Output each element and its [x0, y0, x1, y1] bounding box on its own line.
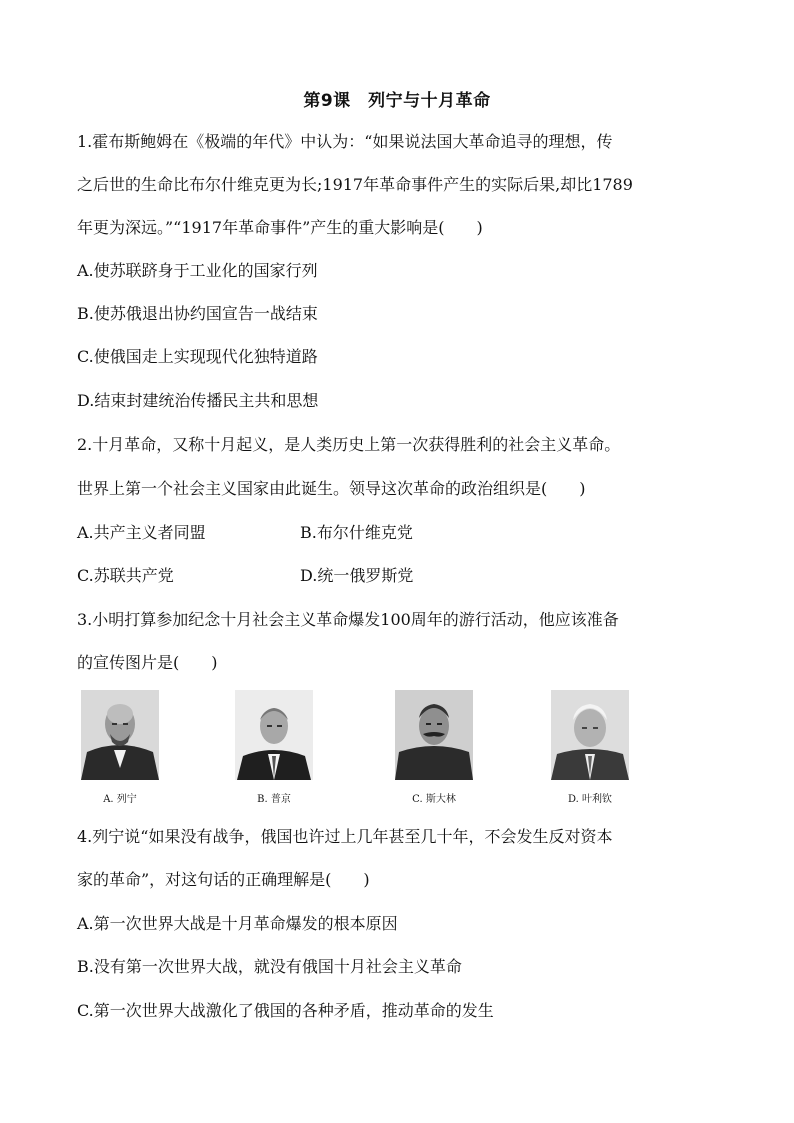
- q4-option-a: A.第一次世界大战是十月革命爆发的根本原因: [77, 914, 398, 933]
- portrait-caption-c: C. 斯大林: [412, 794, 456, 805]
- q2-option-d: D.统一俄罗斯党: [300, 566, 414, 585]
- q2-option-b: B.布尔什维克党: [300, 523, 413, 542]
- q3-stem-line-2: 的宣传图片是( ): [77, 653, 218, 672]
- q1-stem-line-3: 年更为深远。”“1917年革命事件”产生的重大影响是( ): [77, 218, 483, 237]
- q2-option-a: A.共产主义者同盟: [77, 523, 206, 542]
- q1-stem-line-1: 1.霍布斯鲍姆在《极端的年代》中认为：“如果说法国大革命追寻的理想，传: [77, 132, 613, 151]
- portrait-option-c: [395, 690, 473, 805]
- q2-option-c: C.苏联共产党: [77, 566, 174, 585]
- lenin-portrait-image: [81, 690, 159, 780]
- q2-stem-line-2: 世界上第一个社会主义国家由此诞生。领导这次革命的政治组织是( ): [77, 479, 586, 498]
- lesson-title: 第9课 列宁与十月革命: [303, 91, 491, 111]
- portrait-option-d: [551, 690, 629, 805]
- q1-option-a: A.使苏联跻身于工业化的国家行列: [77, 261, 318, 280]
- portrait-caption-d: D. 叶利钦: [567, 794, 613, 805]
- q2-stem-line-1: 2.十月革命，又称十月起义，是人类历史上第一次获得胜利的社会主义革命。: [77, 435, 621, 454]
- portrait-caption-b: B. 普京: [257, 794, 291, 805]
- q1-option-d: D.结束封建统治传播民主共和思想: [77, 391, 319, 410]
- q4-option-b: B.没有第一次世界大战，就没有俄国十月社会主义革命: [77, 957, 462, 976]
- putin-portrait-image: [235, 690, 313, 780]
- q3-stem-line-1: 3.小明打算参加纪念十月社会主义革命爆发100周年的游行活动，他应该准备: [77, 610, 619, 629]
- q4-stem-line-2: 家的革命”，对这句话的正确理解是( ): [77, 870, 370, 889]
- q1-option-c: C.使俄国走上实现现代化独特道路: [77, 347, 318, 366]
- portrait-option-b: [235, 690, 313, 805]
- q4-stem-line-1: 4.列宁说“如果没有战争，俄国也许过上几年甚至几十年，不会发生反对资本: [77, 827, 613, 846]
- stalin-portrait-image: [395, 690, 473, 780]
- q1-stem-line-2: 之后世的生命比布尔什维克更为长;1917年革命事件产生的实际后果,却比1789: [77, 175, 633, 194]
- q4-option-c: C.第一次世界大战激化了俄国的各种矛盾，推动革命的发生: [77, 1001, 494, 1020]
- portrait-option-a: [81, 690, 159, 805]
- portrait-options: [77, 690, 647, 808]
- yeltsin-portrait-image: [551, 690, 629, 780]
- portrait-caption-a: A. 列宁: [103, 794, 137, 805]
- q1-option-b: B.使苏俄退出协约国宣告一战结束: [77, 304, 318, 323]
